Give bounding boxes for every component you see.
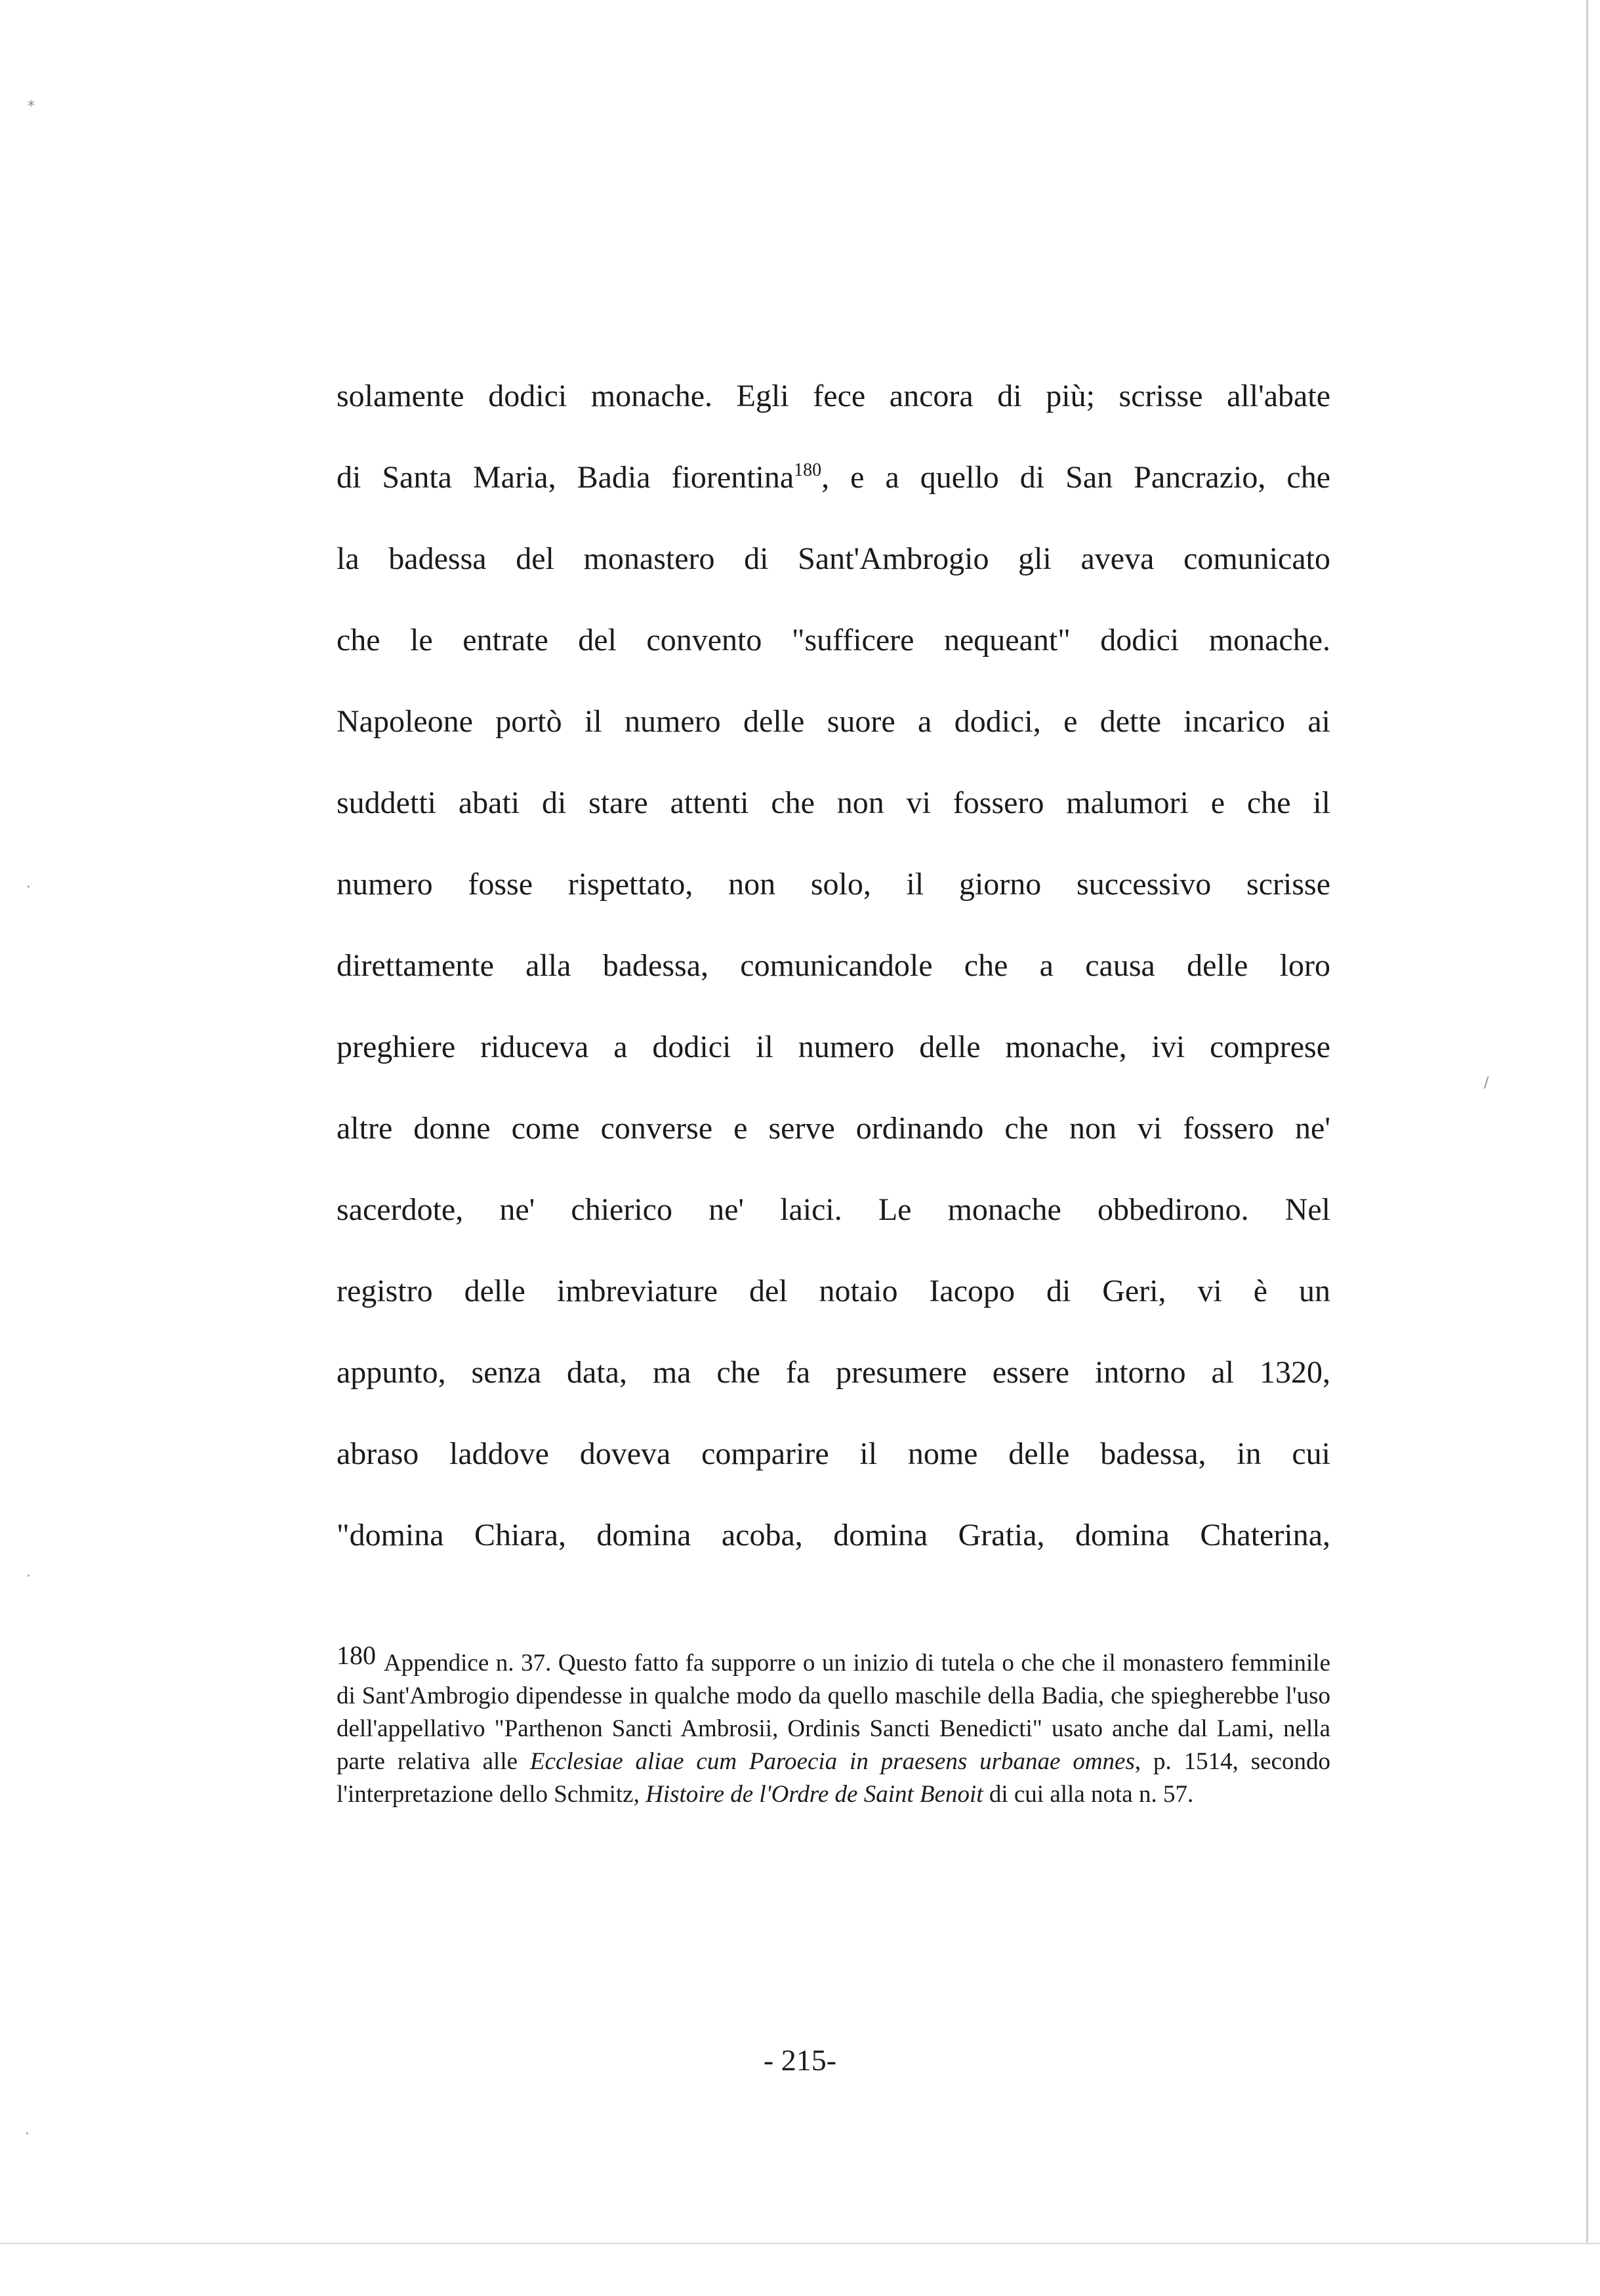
page-edge-bottom: [0, 2243, 1600, 2244]
scan-speck-icon: ·: [26, 879, 31, 896]
text-line: "domina Chiara, domina acoba, domina Gratia, domina Chaterina,: [337, 1518, 1330, 1553]
text-segment: , e a quello di San Pancrazio, che: [821, 460, 1330, 495]
footnote-text: Appendice n. 37. Questo fatto fa supporre o un inizio di tutela o che che il monastero femminile di Sant'Ambrogio dipendesse in qualche modo da quello maschile della Badia, che spiegherebbe l'uso dell'appellativo "Parthenon Sancti Ambrosii, Ordinis Sancti Benedicti" usato anche dal Lami, nella parte relativa alle: [337, 1650, 1330, 1775]
page-number: - 215-: [763, 2043, 837, 2077]
footnote-title-italic: Ecclesiae aliae cum Paroecia in praesens urbanae omnes: [529, 1748, 1135, 1775]
footnote-text: , p. 1514, secondo l'interpretazione dello Schmitz,: [337, 1748, 1331, 1808]
footnote-title-italic: Histoire de l'Ordre de Saint Benoit: [646, 1781, 983, 1808]
footnote-number: 180: [337, 1640, 376, 1670]
text-line: appunto, senza data, ma che fa presumere essere intorno al 1320,: [337, 1355, 1330, 1390]
text-line: direttamente alla badessa, comunicandole che a causa delle loro: [337, 948, 1330, 983]
scan-speck-icon: ·: [26, 1568, 31, 1585]
page-edge-right: [1586, 0, 1588, 2244]
text-line: [337, 458, 1330, 497]
text-line: che le entrate del convento "sufficere nequeant" dodici monache.: [337, 623, 1330, 657]
footnote-text: di cui alla nota n. 57.: [983, 1781, 1194, 1808]
text-line: registro delle imbreviature del notaio Iacopo di Geri, vi è un: [337, 1274, 1330, 1308]
text-segment: di Santa Maria, Badia fiorentina: [337, 460, 794, 495]
text-line: la badessa del monastero di Sant'Ambrogio gli aveva comunicato: [337, 541, 1330, 576]
text-line: Napoleone portò il numero delle suore a dodici, e dette incarico ai: [337, 704, 1330, 739]
text-line: sacerdote, ne' chierico ne' laici. Le monache obbedirono. Nel: [337, 1192, 1330, 1227]
scan-speck-icon: /: [1484, 1075, 1489, 1091]
text-line: abraso laddove doveva comparire il nome delle badessa, in cui: [337, 1436, 1330, 1471]
text-line: numero fosse rispettato, non solo, il giorno successivo scrisse: [337, 867, 1330, 902]
scan-speck-icon: *: [28, 98, 35, 115]
footnote-reference: 180: [794, 460, 822, 480]
text-line: altre donne come converse e serve ordinando che non vi fossero ne': [337, 1111, 1330, 1146]
text-line: suddetti abati di stare attenti che non vi fossero malumori e che il: [337, 785, 1330, 820]
scan-speck-icon: ·: [25, 2126, 30, 2142]
footnote: [337, 1639, 1330, 1811]
text-line: solamente dodici monache. Egli fece ancora di più; scrisse all'abate: [337, 379, 1330, 413]
text-line: preghiere riduceva a dodici il numero delle monache, ivi comprese: [337, 1030, 1330, 1064]
